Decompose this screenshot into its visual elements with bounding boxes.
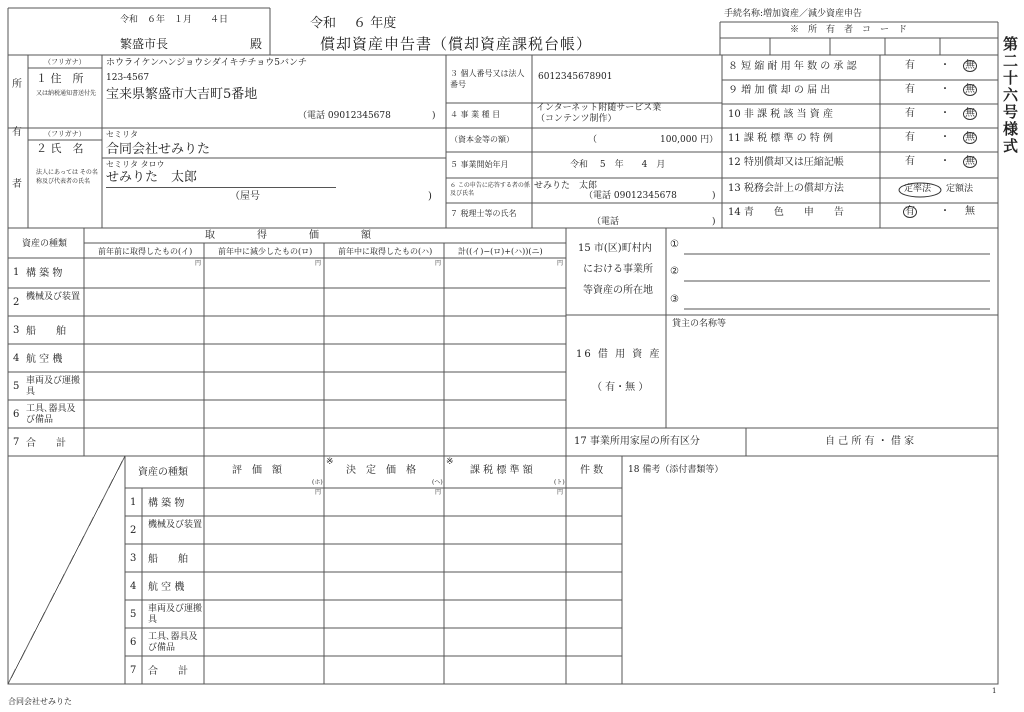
option-yes[interactable]: 有 (905, 132, 915, 143)
representative-note: 法人にあっては その名称及び代表者の氏名 (36, 169, 98, 185)
option-teigaku[interactable]: 定額法 (946, 184, 974, 194)
business-type-value[interactable]: インターネット附随サービス業 (536, 103, 662, 113)
right-item-label: 11 課 税 標 準 の 特 例 (728, 133, 833, 144)
eval-row-number: 1 (130, 497, 137, 508)
contact-person-name[interactable]: せみりた 太郎 (534, 181, 598, 191)
address-note: 又は納税通知書送付先 (36, 90, 97, 97)
capital-value[interactable]: （ 100,000 円） (588, 135, 719, 145)
yen-unit: 円 (435, 489, 442, 496)
eval-col-decided: 決 定 価 格 (346, 465, 416, 476)
location-num-2: ② (670, 266, 679, 277)
address-value[interactable]: 宝来県繁盛市大吉町5番地 (106, 87, 258, 102)
acq-row-number: 3 (13, 325, 20, 336)
option-no[interactable]: 無 (965, 60, 975, 71)
ownership-value[interactable]: 自 己 所 有 ・ 借 家 (825, 436, 915, 447)
location-label-1: 15 市(区)町村内 (578, 243, 652, 254)
option-no[interactable]: 無 (965, 156, 975, 167)
name-furigana[interactable]: セミリタ (106, 130, 138, 139)
eval-col-taxable-mark: (ト) (554, 479, 565, 486)
addressee: 繁盛市長 (120, 37, 169, 51)
yen-unit: 円 (195, 260, 202, 267)
fiscal-year: 令和 ６ 年度 (310, 16, 397, 31)
business-type-label: ４ 事 業 種 目 (450, 110, 501, 119)
location-label-2: における事業所 (583, 264, 653, 275)
eval-row-number: 5 (130, 609, 137, 620)
ownership-label: 17 事業所用家屋の所有区分 (574, 436, 700, 447)
name-underline (106, 187, 336, 188)
separator: ・ (940, 84, 950, 95)
form-title: 償却資産申告書（償却資産課税台帳） (320, 35, 593, 53)
col-acquired: 前年中に取得したもの(ハ) (338, 247, 433, 256)
asset-type-header: 資産の種類 (22, 239, 68, 249)
yen-unit: 円 (557, 489, 564, 496)
acq-row-number: 7 (13, 437, 20, 448)
location-num-3: ③ (670, 294, 679, 305)
id-number-label: ３ 個人番号又は法人番号 (450, 69, 525, 89)
eval-col-decided-mark: (ヘ) (432, 479, 443, 486)
right-item-label: 10 非 課 税 該 当 資 産 (728, 109, 833, 120)
representative-furigana[interactable]: セミリタ タロウ (106, 160, 165, 169)
eval-row-number: 4 (130, 581, 137, 592)
procedure-name: 手続名称:増加資産／減少資産申告 (724, 9, 863, 19)
eval-col-value-mark: (ホ) (312, 479, 323, 486)
corporate-number[interactable]: 6012345678901 (538, 72, 613, 82)
acq-row-name: 合 計 (26, 438, 66, 449)
option-yes[interactable]: 有 (905, 84, 915, 95)
right-item-label: 14 青 色 申 告 (728, 207, 844, 218)
acq-row-name: 車両及び運搬具 (26, 376, 81, 397)
acq-row-number: 2 (13, 297, 20, 308)
acq-row-number: 6 (13, 409, 20, 420)
filing-date: 令和 ６年 １月 ４日 (120, 15, 229, 25)
option-no[interactable]: 無 (965, 84, 975, 95)
form-number: 第二十六号様式 (1001, 36, 1019, 155)
yen-unit: 円 (557, 260, 564, 267)
acq-row-name: 航 空 機 (26, 354, 63, 365)
eval-row-name: 合 計 (148, 666, 188, 677)
col-total: 計((イ)−(ロ)+(ハ))(ニ) (458, 247, 543, 256)
location-label-3: 等資産の所在地 (583, 285, 653, 296)
representative-name[interactable]: せみりた 太郎 (106, 170, 198, 185)
eval-row-name: 車両及び運搬具 (148, 604, 203, 625)
capital-label: （資本金等の額） (450, 135, 514, 144)
contact-person-label: ６ この申告に応答する者の係及び氏名 (450, 182, 530, 197)
right-item-label: ８ 短 縮 耐 用 年 数 の 承 認 (728, 61, 857, 72)
notes-label: 18 備考（添付書類等） (628, 465, 724, 475)
option-no[interactable]: 無 (965, 206, 975, 217)
owner-section-sha: 者 (12, 179, 22, 190)
company-name[interactable]: 合同会社せみりた (106, 142, 211, 157)
option-yes[interactable]: 有 (905, 156, 915, 167)
eval-row-name: 航 空 機 (148, 582, 185, 593)
name-label: ２ 氏 名 (36, 142, 84, 155)
postal-code[interactable]: 123-4567 (106, 73, 150, 83)
acq-row-name: 構 築 物 (26, 268, 63, 279)
eval-col-value: 評 価 額 (232, 465, 282, 476)
acq-row-name: 工具､器具及び備品 (26, 404, 76, 425)
eval-asset-type-header: 資産の種類 (138, 467, 188, 478)
right-item-label: 13 税務会計上の償却方法 (728, 183, 844, 194)
acq-row-number: 5 (13, 381, 20, 392)
eval-row-number: 3 (130, 553, 137, 564)
acq-row-number: 4 (13, 353, 20, 364)
option-yes[interactable]: 有 (905, 108, 915, 119)
lessor-label: 貸主の名称等 (672, 319, 727, 329)
eval-row-number: 6 (130, 637, 137, 648)
address-furigana[interactable]: ホウライケンハンジョウシダイキチチョウ5バンチ (106, 58, 307, 68)
tax-accountant-phone[interactable]: （電話 (592, 217, 620, 227)
separator: ・ (940, 60, 950, 71)
eval-row-number: 2 (130, 525, 137, 536)
eval-col-count: 件 数 (580, 465, 604, 476)
business-type-value-2[interactable]: （コンテンツ制作） (536, 114, 617, 124)
acq-row-number: 1 (13, 267, 20, 278)
eval-col-taxable: 課 税 標 準 額 (470, 465, 533, 476)
footer-company: 合同会社せみりた (8, 697, 72, 706)
option-no[interactable]: 無 (965, 132, 975, 143)
acquisition-header: 取 得 価 額 (205, 230, 374, 241)
yen-unit: 円 (315, 489, 322, 496)
separator: ・ (940, 156, 950, 167)
col-decreased: 前年中に減少したもの(ロ) (218, 247, 313, 256)
right-item-label: ９ 増 加 償 却 の 届 出 (728, 85, 831, 96)
option-yes[interactable]: 有 (905, 60, 915, 71)
address-label: １ 住 所 (36, 72, 84, 85)
addressee-dono: 殿 (250, 37, 263, 51)
option-yes[interactable]: 有 (905, 206, 915, 217)
address-furigana-label: （フリガナ） (44, 58, 86, 66)
business-start-value[interactable]: 令和 5 年 4 月 (570, 160, 666, 170)
owner-code-label: ※ 所 有 者 コ ー ド (790, 25, 908, 35)
owner-section-yu: 有 (12, 127, 22, 138)
separator: ・ (940, 132, 950, 143)
eval-row-name: 工具､器具及び備品 (148, 632, 198, 653)
option-no[interactable]: 無 (965, 108, 975, 119)
contact-person-phone[interactable]: （電話 09012345678 (584, 191, 677, 201)
owner-section-sho: 所 (12, 79, 22, 90)
business-start-label: ５ 事業開始年月 (450, 160, 509, 169)
yen-unit: 円 (315, 260, 322, 267)
location-num-1: ① (670, 239, 679, 250)
right-item-label: 12 特別償却又は圧縮記帳 (728, 157, 844, 168)
acq-row-name: 機械及び装置 (26, 292, 81, 302)
yen-unit: 円 (435, 260, 442, 267)
owner-phone[interactable]: （電話 09012345678 (298, 111, 391, 121)
separator: ・ (940, 108, 950, 119)
option-teiritsu[interactable]: 定率法 (904, 184, 932, 194)
eval-row-name: 機械及び装置 (148, 520, 203, 530)
tax-accountant-label: ７ 税理士等の氏名 (450, 209, 517, 218)
separator: ・ (940, 206, 950, 217)
acq-row-name: 船 舶 (26, 326, 66, 337)
page-number: 1 (992, 687, 997, 695)
yago-label: （屋号 (230, 191, 260, 202)
lease-yes-no[interactable]: （ 有・無 ） (592, 382, 649, 393)
eval-row-number: 7 (130, 665, 137, 676)
lease-label: 16 借 用 資 産 (576, 349, 662, 360)
name-furigana-label: （フリガナ） (44, 130, 86, 138)
eval-row-name: 構 築 物 (148, 498, 185, 509)
col-prev-acquired: 前年前に取得したもの(イ) (98, 247, 193, 256)
eval-row-name: 船 舶 (148, 554, 188, 565)
